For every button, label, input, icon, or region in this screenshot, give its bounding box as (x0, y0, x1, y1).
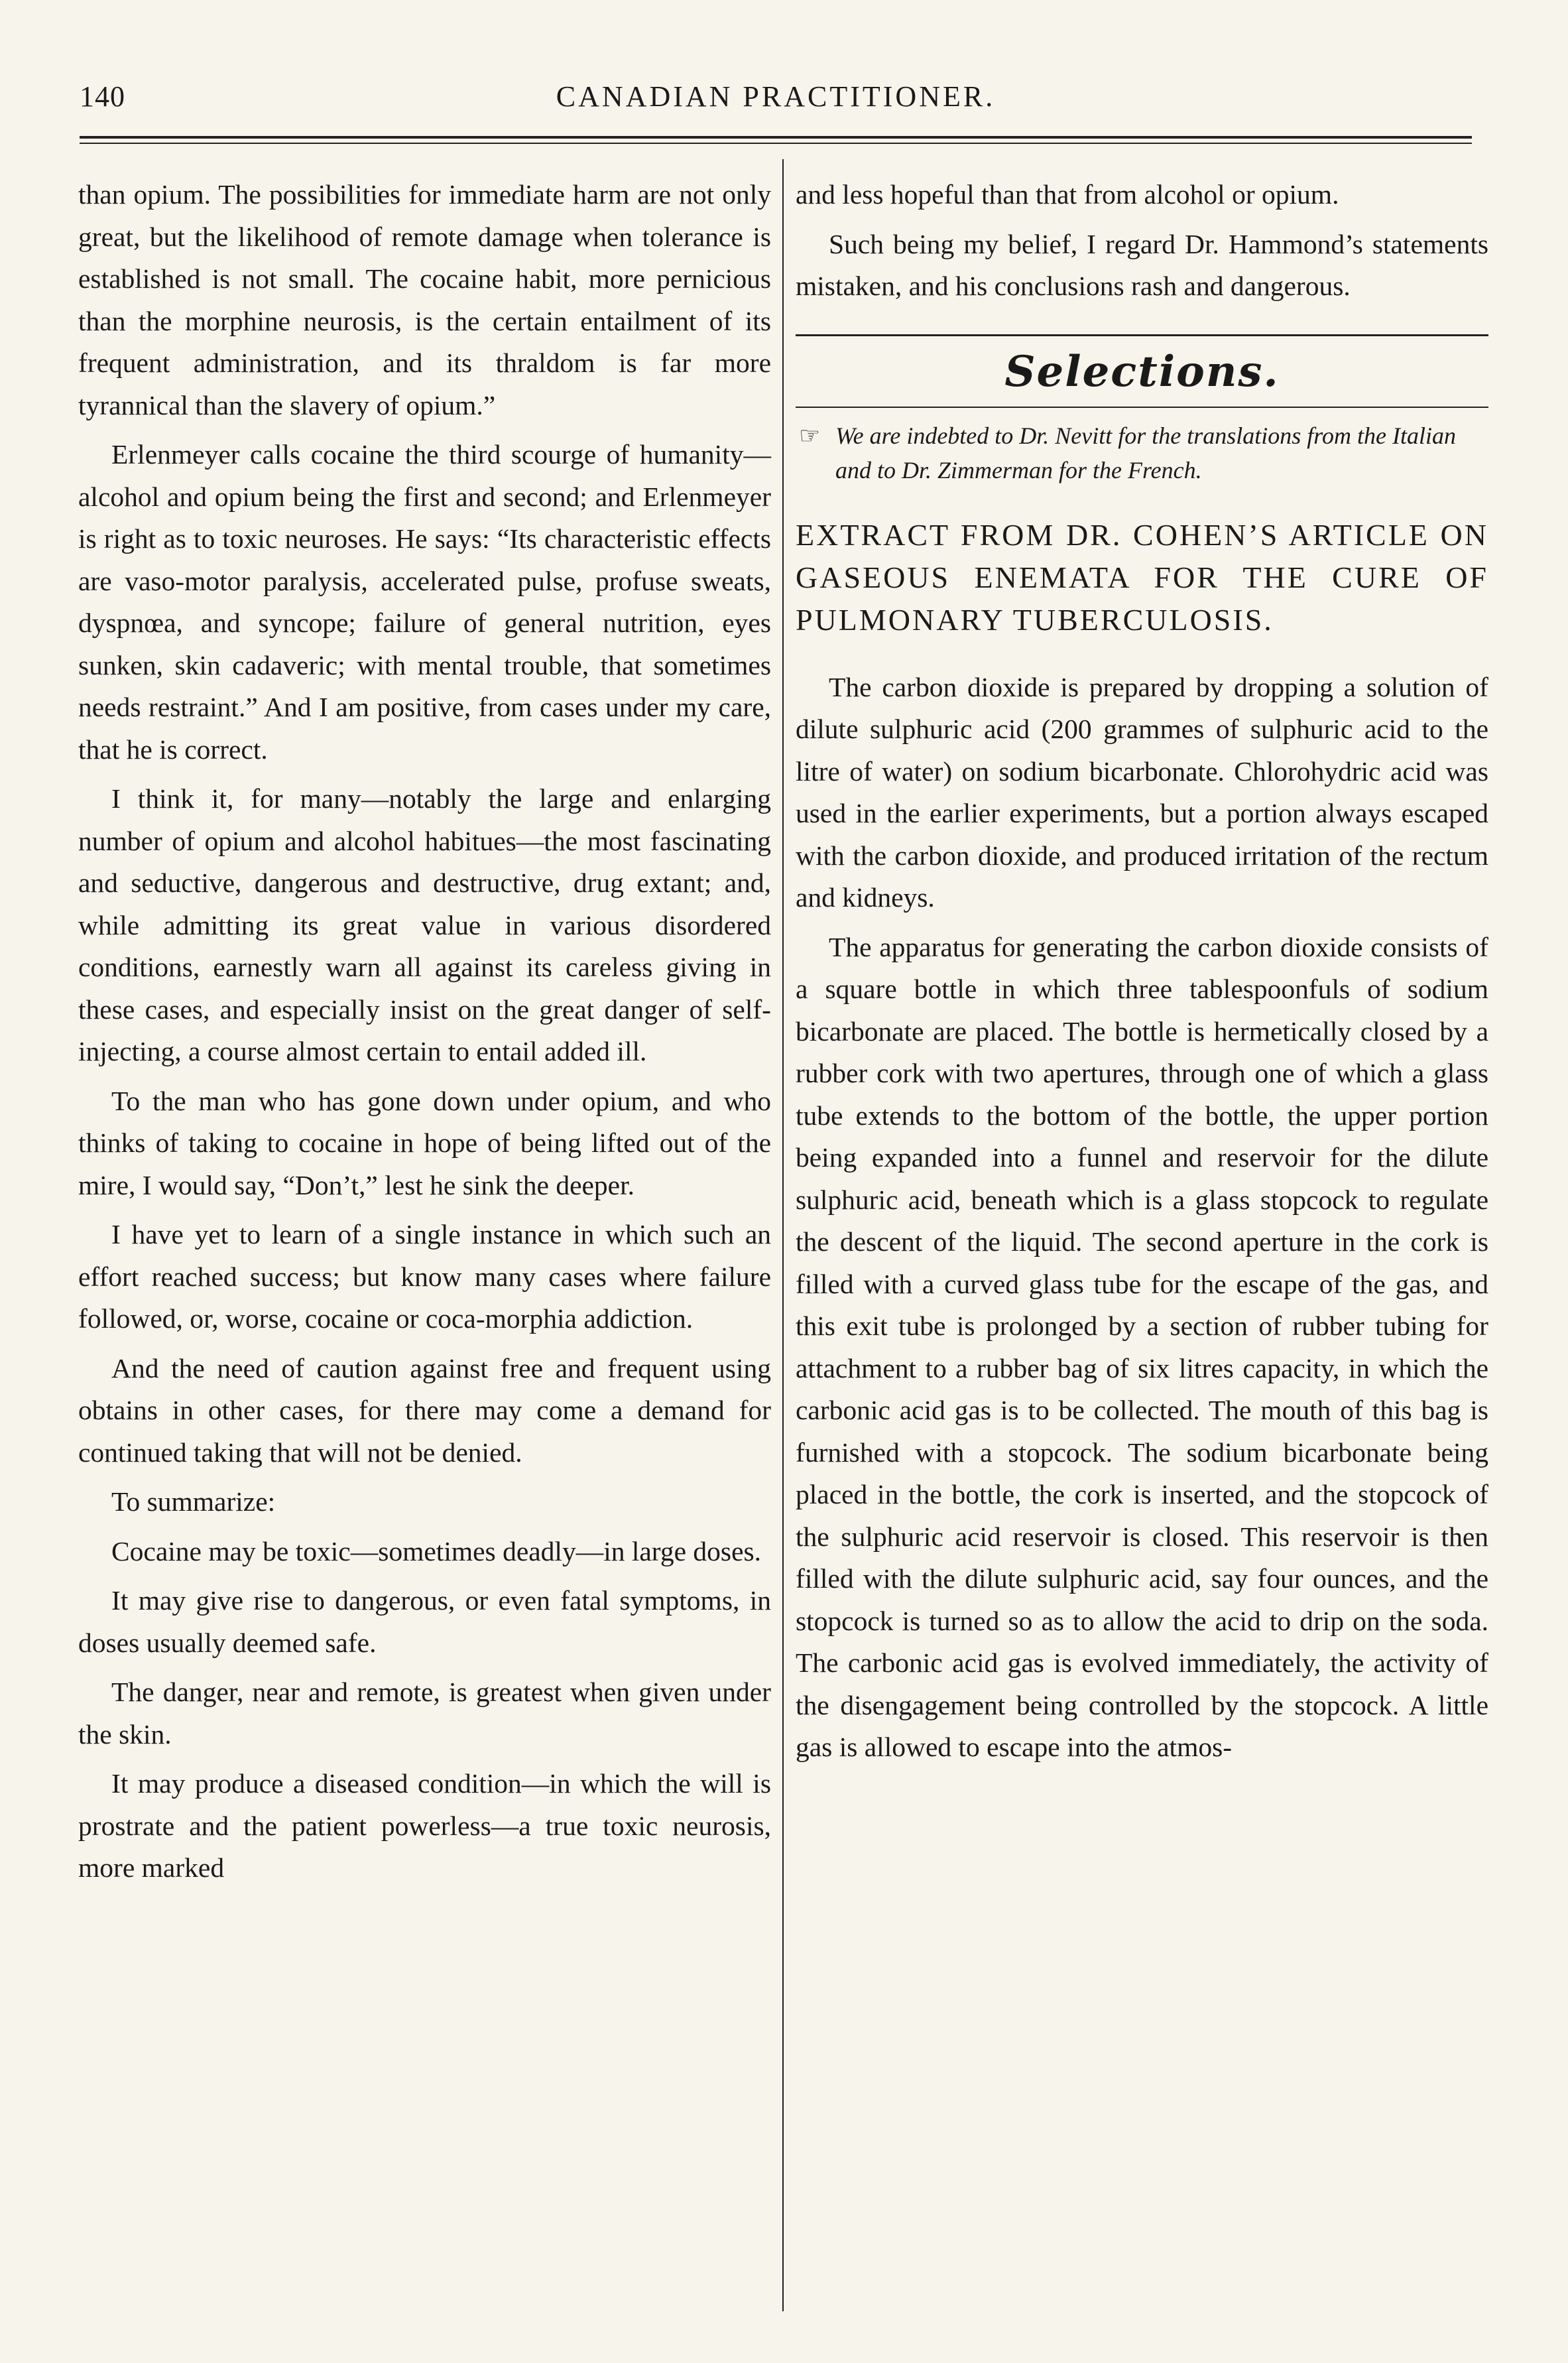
paragraph: I have yet to learn of a single instance in which such an effort reached success; but know many cases where failure followed, or, worse, cocaine or coca-morphia addiction. (78, 1219, 771, 1334)
paragraph: than opium. The possibilities for immediate harm are not only great, but the likelihood of remote damage when tolerance is established is not small. The cocaine habit, more pernicious than the morphine neurosis, is the certain entailment of its frequent administration, and its thraldom is far more tyrannical than the slavery of opium.” (78, 179, 771, 420)
section-note-text: We are indebted to Dr. Nevitt for the translations from the Italian and to Dr. Zimmerman for the French. (835, 422, 1456, 483)
paragraph: I think it, for many—notably the large and enlarging number of opium and alcohol habitues—the most fascinating and seductive, dangerous and destructive, drug extant; and, while admitting its great value in various disordered conditions, earnestly warn all against its careless giving in these cases, and especially insist on the great danger of self-injecting, a course almost certain to entail added ill. (78, 783, 771, 1066)
paragraph: The carbon dioxide is prepared by dropping a solution of dilute sulphuric acid (200 grammes of sulphuric acid to the litre of water) on sodium bicarbonate. Chlorohydric acid was used in the earlier experiments, but a portion always escaped with the carbon dioxide, and produced irritation of the rectum and kidneys. (796, 671, 1488, 913)
pointing-hand-icon: ☞ (799, 422, 821, 449)
paragraph: To summarize: (111, 1486, 276, 1517)
page-number: 140 (80, 80, 125, 113)
section-note (796, 418, 1488, 487)
article-title: EXTRACT FROM DR. COHEN’S ARTICLE ON GASEOUS ENEMATA FOR THE CURE OF PULMONARY TUBERCULOSIS. (796, 517, 1488, 637)
paragraph: The danger, near and remote, is greatest when given under the skin. (78, 1677, 771, 1750)
paragraph: To the man who has gone down under opium, and who thinks of taking to cocaine in hope of being lifted out of the mire, I would say, “Don’t,” lest he sink the deeper. (78, 1085, 771, 1200)
paragraph: It may produce a diseased condition—in which the will is prostrate and the patient powerless—a true toxic neurosis, more marked (78, 1768, 771, 1883)
section-rule-top (796, 334, 1488, 336)
paragraph: The apparatus for generating the carbon dioxide consists of a square bottle in which three tablespoonfuls of sodium bicarbonate are placed. The bottle is hermetically closed by a rubber cork with two apertures, through one of which a glass tube extends to the bottom of the bottle, the upper portion being expanded into a funnel and reservoir for the dilute sulphuric acid, beneath which is a glass stopcock to regulate the descent of the liquid. The second aperture in the cork is filled with a curved glass tube for the escape of the gas, and this exit tube is prolonged by a section of rubber tubing for attachment to a rubber bag of six litres capacity, in which the carbonic acid gas is to be collected. The mouth of this bag is furnished with a stopcock. The sodium bicarbonate being placed in the bottle, the cork is inserted, and the stopcock of the sulphuric acid reservoir is closed. This reservoir is then filled with the dilute sulphuric acid, say four ounces, and the stopcock is turned so as to allow the acid to drip on the soda. The carbonic acid gas is evolved immediately, the activity of the disengagement being controlled by the stopcock. A little gas is allowed to escape into the atmos- (796, 931, 1488, 1762)
header-rule-thick (80, 136, 1472, 139)
header-rule-thin (80, 143, 1472, 144)
right-column (796, 174, 1488, 2323)
paragraph: Cocaine may be toxic—sometimes deadly—in large doses. (111, 1535, 762, 1566)
journal-title: CANADIAN PRACTITIONER. (556, 80, 996, 113)
paragraph: It may give rise to dangerous, or even fatal symptoms, in doses usually deemed safe. (78, 1585, 771, 1658)
paragraph: And the need of caution against free and frequent using obtains in other cases, for there may come a demand for continued taking that will not be denied. (78, 1352, 771, 1468)
column-divider (782, 159, 784, 2311)
section-heading: Selections. (1004, 346, 1280, 397)
paragraph: Erlenmeyer calls cocaine the third scourge of humanity—alcohol and opium being the first and second; and Erlenmeyer is right as to toxic neuroses. He says: “Its characteristic effects are vaso-motor paralysis, accelerated pulse, profuse sweats, dyspnœa, and syncope; failure of general nutrition, eyes sunken, skin cadaveric; with mental trouble, that sometimes needs restraint.” And I am positive, from cases under my care, that he is correct. (78, 439, 771, 765)
section-rule-bottom (796, 407, 1488, 408)
left-column (78, 174, 771, 2323)
paragraph: Such being my belief, I regard Dr. Hammond’s statements mistaken, and his conclusions rash and dangerous. (796, 228, 1488, 301)
running-head (80, 80, 1472, 126)
paragraph: and less hopeful than that from alcohol or opium. (796, 179, 1339, 210)
